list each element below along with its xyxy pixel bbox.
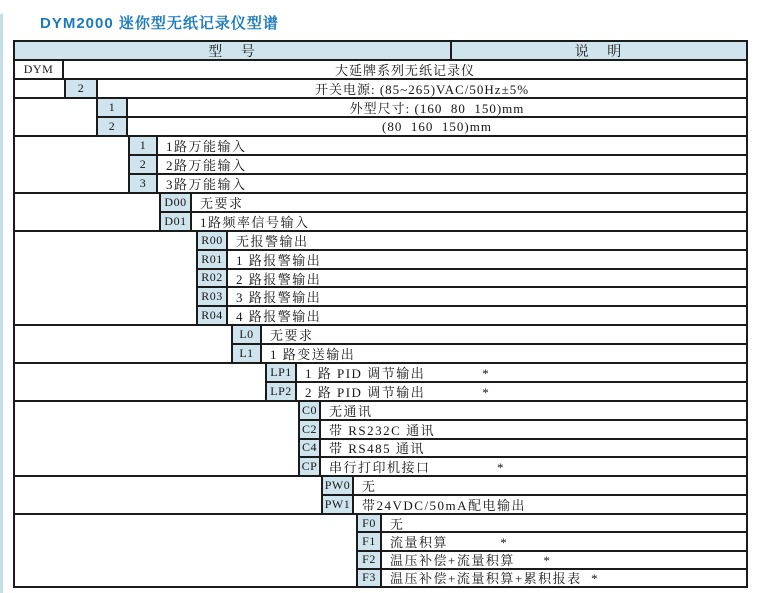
description-cell: (80 160 150)mm: [382, 118, 492, 134]
model-code-cell: LP1: [267, 364, 297, 381]
description-cell: 开关电源: (85~265)VAC/50Hz±5%: [314, 82, 530, 97]
model-code-cell: D00: [161, 194, 192, 211]
option-group-transmit-output: [13, 324, 748, 364]
model-code-cell: 2: [66, 80, 98, 97]
model-code-cell: DYM: [15, 61, 64, 78]
table-row: [358, 550, 746, 568]
indent-cell: [15, 232, 198, 324]
table-row: [300, 456, 746, 475]
description-cell: 外型尺寸: (160 80 150)mm: [349, 101, 525, 116]
header-description-label: 说 明: [452, 42, 746, 59]
table-row: [267, 364, 746, 381]
option-group-series: [13, 59, 748, 80]
model-code-cell: PW1: [323, 496, 354, 513]
table-row: [358, 515, 746, 531]
description-cell: 温压补偿+流量积算 *: [390, 553, 552, 568]
table-row: [198, 305, 746, 324]
table-row: [267, 381, 746, 400]
table-row: [198, 286, 746, 305]
table-row: [323, 477, 746, 494]
indent-cell: [15, 80, 66, 97]
indent-cell: [15, 477, 323, 513]
table-row: [66, 80, 746, 97]
description-cell: 无报警输出: [236, 233, 309, 249]
model-code-cell: C0: [300, 402, 321, 419]
table-row: [198, 249, 746, 268]
indent-cell: [15, 326, 233, 362]
table-row: [130, 137, 746, 154]
model-spectrum-table: [13, 0, 748, 593]
model-code-cell: F1: [358, 533, 382, 549]
indent-cell: [15, 99, 98, 135]
option-group-dimensions: [13, 97, 748, 137]
table-row: [161, 194, 746, 211]
description-cell: 串行打印机接口 *: [329, 460, 506, 475]
table-row: [233, 326, 746, 343]
model-code-cell: R01: [198, 251, 228, 268]
table-row: [198, 232, 746, 249]
model-code-cell: 1: [98, 99, 128, 116]
model-code-cell: R04: [198, 307, 228, 324]
indent-cell: [15, 194, 161, 230]
model-code-cell: R03: [198, 288, 228, 305]
model-code-cell: CP: [300, 458, 321, 475]
description-cell: 无: [390, 516, 405, 532]
option-group-power-distribution-output: [13, 475, 748, 515]
description-cell: 无要求: [200, 196, 244, 211]
description-cell: 2 路 PID 调节输出 *: [305, 385, 491, 400]
model-code-cell: F3: [358, 570, 382, 586]
model-code-cell: 2: [98, 118, 128, 135]
option-group-communication: [13, 400, 748, 477]
table-row: [323, 494, 746, 513]
description-cell: 流量积算 *: [390, 534, 509, 550]
table-row: [130, 173, 746, 192]
model-code-cell: L1: [233, 345, 262, 362]
indent-cell: [15, 364, 267, 400]
header-model-label: 型 号: [15, 42, 452, 59]
table-row: [358, 568, 746, 586]
description-cell: 温压补偿+流量积算+累积报表 *: [390, 571, 600, 586]
indent-cell: [15, 137, 130, 192]
description-cell: 大延牌系列无纸记录仪: [334, 63, 475, 78]
option-group-alarm-output: [13, 230, 748, 326]
table-row: [198, 268, 746, 287]
description-cell: 带 RS485 通讯: [329, 441, 425, 457]
option-group-pid-output: [13, 362, 748, 402]
option-group-flow-calculation: [13, 513, 748, 588]
model-code-cell: 3: [130, 175, 158, 192]
table-row: [358, 531, 746, 549]
table-row: [15, 61, 746, 78]
model-code-cell: 2: [130, 156, 158, 173]
description-cell: 无: [362, 479, 377, 494]
model-code-cell: F2: [358, 552, 382, 568]
model-code-cell: C4: [300, 440, 321, 457]
option-group-power-supply: [13, 78, 748, 99]
table-row: [233, 343, 746, 362]
description-cell: 1 路 PID 调节输出 *: [305, 366, 491, 381]
table-header-row: [13, 40, 748, 61]
model-code-cell: L0: [233, 326, 262, 343]
description-cell: 2 路报警输出: [236, 271, 322, 287]
page-title: DYM2000 迷你型无纸记录仪型谱: [40, 15, 279, 32]
description-cell: 3 路报警输出: [236, 290, 322, 306]
description-cell: 带 RS232C 通讯: [329, 422, 436, 438]
description-cell: 带24VDC/50mA配电输出: [362, 498, 527, 513]
indent-cell: [15, 402, 300, 475]
description-cell: 无要求: [270, 328, 314, 343]
description-cell: 无通讯: [329, 403, 373, 419]
table-row: [98, 99, 746, 116]
model-code-cell: 1: [130, 137, 158, 154]
description-cell: 2路万能输入: [166, 158, 247, 173]
model-code-cell: R02: [198, 270, 228, 287]
description-cell: 3路万能输入: [166, 177, 247, 192]
table-row: [130, 154, 746, 173]
model-code-cell: PW0: [323, 477, 354, 494]
left-edge-strip: [0, 14, 3, 593]
option-group-frequency-input: [13, 192, 748, 232]
description-cell: 1路频率信号输入: [200, 215, 310, 230]
model-code-cell: LP2: [267, 383, 297, 400]
model-code-cell: D01: [161, 213, 192, 230]
table-row: [300, 438, 746, 457]
indent-cell: [15, 515, 358, 586]
description-cell: 4 路报警输出: [236, 309, 322, 324]
table-row: [300, 402, 746, 419]
table-row: [161, 211, 746, 230]
description-cell: 1 路报警输出: [236, 252, 322, 268]
table-row: [300, 419, 746, 438]
option-group-universal-input: [13, 135, 748, 194]
description-cell: 1路万能输入: [166, 139, 247, 154]
model-code-cell: F0: [358, 515, 382, 531]
description-cell: 1 路变送输出: [270, 347, 356, 362]
model-code-cell: C2: [300, 421, 321, 438]
model-code-cell: R00: [198, 232, 228, 249]
table-row: [98, 116, 746, 135]
